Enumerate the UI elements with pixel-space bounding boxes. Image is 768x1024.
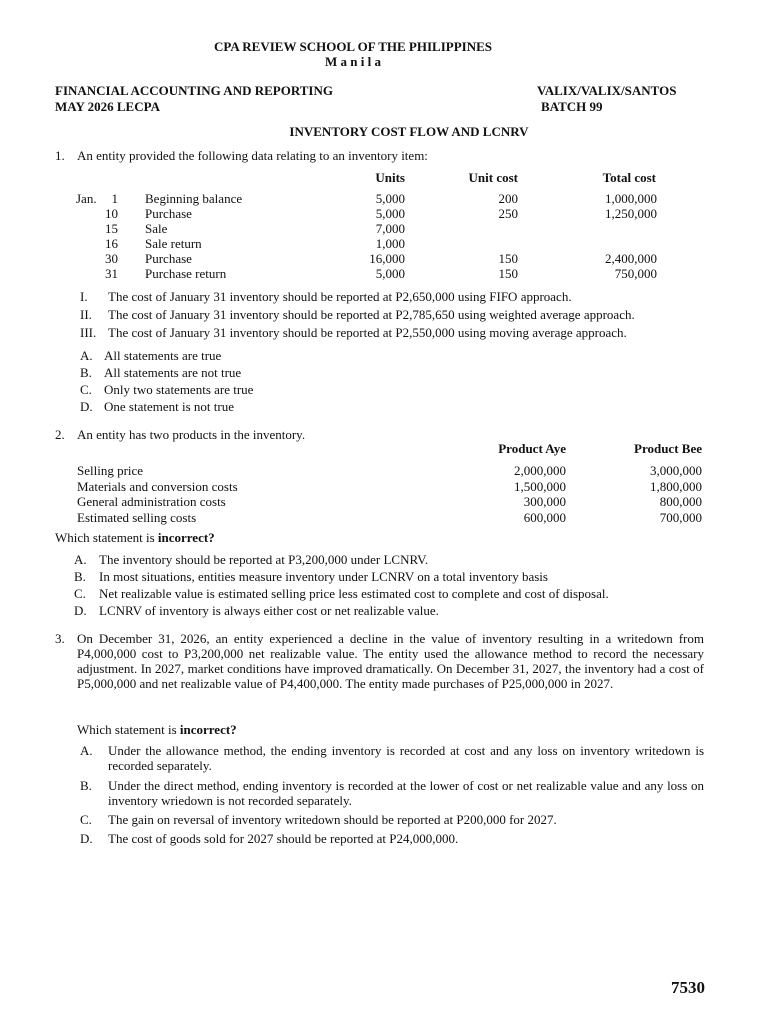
q2-header-bee: Product Bee	[634, 441, 702, 456]
q1-choice-text: All statements are not true	[104, 365, 242, 380]
q1-row-description: Purchase return	[145, 266, 227, 281]
q3-choice-letter: C.	[80, 812, 92, 827]
q1-choice-letter: A.	[80, 348, 93, 363]
q1-row-description: Purchase	[145, 251, 192, 266]
authors: VALIX/VALIX/SANTOS	[537, 83, 677, 98]
school-name: CPA REVIEW SCHOOL OF THE PHILIPPINES	[214, 39, 492, 54]
page-number: 7530	[671, 978, 705, 997]
q2-choice-text: In most situations, entities measure inventory under LCNRV on a total inventory basis	[99, 569, 548, 584]
q1-row-day: 30	[105, 251, 118, 266]
q2-row-bee: 3,000,000	[650, 463, 702, 478]
q1-row-units: 7,000	[375, 221, 405, 236]
q3-choice-letter: B.	[80, 778, 92, 793]
q2-choice-letter: C.	[74, 586, 86, 601]
q1-row-total: 750,000	[614, 266, 657, 281]
q3-question-prefix: Which statement is	[77, 722, 180, 737]
q3-number: 3.	[55, 631, 65, 646]
q1-row-units: 5,000	[375, 191, 405, 206]
q1-row-unit-cost: 150	[498, 251, 518, 266]
q1-row-units: 1,000	[375, 236, 405, 251]
q1-number: 1.	[55, 148, 65, 163]
q2-choice-text: The inventory should be reported at P3,200,000 under LCNRV.	[99, 552, 429, 567]
q1-row-unit-cost: 200	[498, 191, 518, 206]
q1-statement-text: The cost of January 31 inventory should be reported at P2,650,000 using FIFO approach.	[108, 289, 572, 304]
q2-row-label: Selling price	[77, 463, 144, 478]
q1-row-total: 2,400,000	[605, 251, 657, 266]
q1-row-month: Jan.	[76, 191, 97, 206]
q1-row-description: Purchase	[145, 206, 192, 221]
q2-row-label: General administration costs	[77, 494, 226, 509]
q1-statement-number: III.	[80, 325, 97, 340]
q1-row-day: 15	[105, 221, 118, 236]
q1-header-units: Units	[375, 170, 405, 185]
q2-choice-letter: D.	[74, 603, 87, 618]
q2-choice-letter: B.	[74, 569, 86, 584]
q1-row-day: 10	[105, 206, 118, 221]
q3-question	[77, 722, 237, 737]
q3-choice-text: The cost of goods sold for 2027 should be reported at P24,000,000.	[108, 831, 459, 846]
q1-header-unit-cost: Unit cost	[468, 170, 518, 185]
q1-row-day: 16	[105, 236, 118, 251]
q2-row-aye: 600,000	[523, 509, 566, 525]
q1-row-unit-cost: 250	[498, 206, 518, 221]
q1-row-day: 1	[111, 191, 118, 206]
q3-question-emphasis: incorrect?	[179, 722, 237, 737]
q1-choice-text: All statements are true	[104, 348, 222, 363]
q1-statement-text: The cost of January 31 inventory should be reported at P2,785,650 using weighted average approach.	[108, 307, 635, 322]
q2-row-bee: 700,000	[659, 509, 702, 525]
q1-choice-letter: C.	[80, 382, 92, 397]
q3-choice-letter: D.	[80, 831, 93, 846]
q1-header-total-cost: Total cost	[602, 170, 656, 185]
q1-choice-letter: B.	[80, 365, 92, 380]
q2-choice-letter: A.	[74, 552, 87, 567]
q3-text: On December 31, 2026, an entity experienced a decline in the value of inventory resulting in a writedown from P4,000,000 cost to P3,200,000 net realizable value. The entity used the allowance method to record the necessary adjustment. In 2027, market conditions have improved dramatically. On December 31, 2027, the inventory had a cost of P5,000,000 and net realizable value of P4,400,000. The entity made purchases of P25,000,000 in 2027.	[77, 631, 704, 691]
q2-question-prefix: Which statement is	[55, 530, 158, 545]
q2-row-label: Estimated selling costs	[77, 509, 197, 525]
q3-choice-text: Under the allowance method, the ending inventory is recorded at cost and any loss on inventory writedown is recorded separately.	[108, 743, 704, 773]
q2-row-aye: 1,500,000	[514, 478, 566, 494]
q1-statement-number: II.	[80, 307, 92, 322]
subject-title: FINANCIAL ACCOUNTING AND REPORTING	[55, 83, 333, 98]
school-city: M a n i l a	[325, 54, 381, 69]
q1-row-unit-cost: 150	[498, 266, 518, 281]
q1-row-day: 31	[105, 266, 118, 281]
q2-header-aye: Product Aye	[498, 441, 566, 456]
q2-row-bee: 800,000	[659, 494, 702, 509]
q1-row-total: 1,000,000	[605, 191, 657, 206]
batch-label: BATCH 99	[541, 99, 603, 114]
q1-choice-text: One statement is not true	[104, 399, 234, 414]
topic-title: INVENTORY COST FLOW AND LCNRV	[289, 124, 529, 139]
q3-choice-text: Under the direct method, ending inventory is recorded at the lower of cost or net realizable value and any loss on inventory wriedown is not recorded separately.	[108, 778, 704, 808]
q2-number: 2.	[55, 427, 65, 442]
q1-choice-text: Only two statements are true	[104, 382, 254, 397]
q2-text: An entity has two products in the inventory.	[77, 427, 306, 442]
q1-row-units: 16,000	[369, 251, 405, 266]
exam-label: MAY 2026 LECPA	[55, 99, 160, 114]
q1-row-total: 1,250,000	[605, 206, 657, 221]
q1-row-description: Beginning balance	[145, 191, 243, 206]
q1-choice-letter: D.	[80, 399, 93, 414]
q2-row-aye: 2,000,000	[514, 463, 566, 478]
q3-choice-letter: A.	[80, 743, 93, 758]
q2-question-emphasis: incorrect?	[157, 530, 215, 545]
q3-choice-text: The gain on reversal of inventory writedown should be reported at P200,000 for 2027.	[108, 812, 557, 827]
q1-row-units: 5,000	[375, 206, 405, 221]
q2-choice-text: Net realizable value is estimated selling price less estimated cost to complete and cost of disposal.	[99, 586, 609, 601]
q1-statement-number: I.	[80, 289, 88, 304]
q2-row-aye: 300,000	[523, 494, 566, 509]
q2-row-label: Materials and conversion costs	[77, 478, 238, 494]
q1-row-units: 5,000	[375, 266, 405, 281]
q2-row-bee: 1,800,000	[650, 478, 702, 494]
q2-choice-text: LCNRV of inventory is always either cost or net realizable value.	[99, 603, 439, 618]
q1-row-description: Sale return	[145, 236, 202, 251]
q1-statement-text: The cost of January 31 inventory should be reported at P2,550,000 using moving average approach.	[108, 325, 627, 340]
q2-question	[55, 530, 215, 545]
q1-row-description: Sale	[145, 221, 168, 236]
q1-text: An entity provided the following data relating to an inventory item:	[77, 148, 428, 163]
